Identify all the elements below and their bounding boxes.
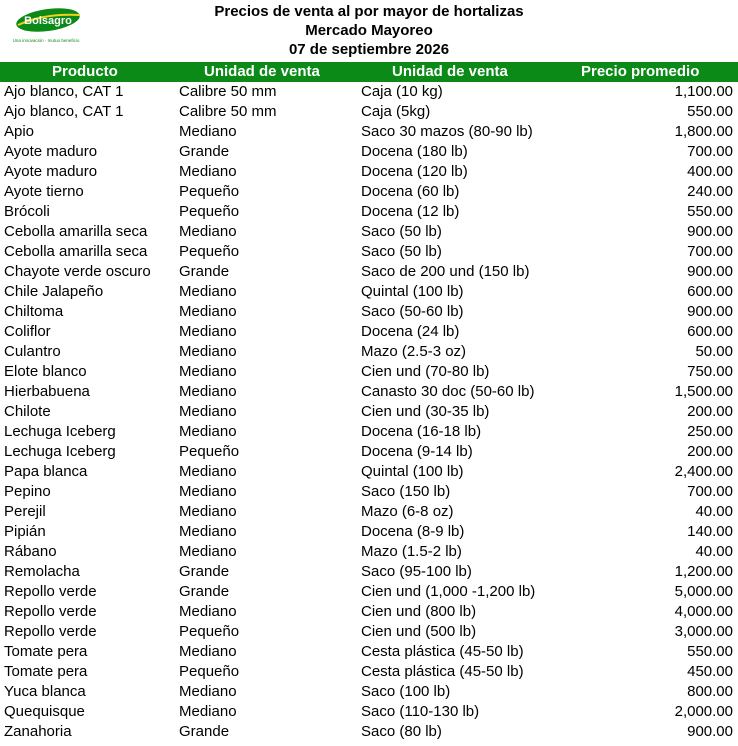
price-cell: 600.00 — [687, 323, 733, 340]
product-cell: Papa blanca — [4, 463, 88, 480]
package-cell: Mazo (1.5-2 lb) — [361, 543, 462, 560]
size-cell: Grande — [179, 263, 230, 280]
package-cell: Saco (50 lb) — [361, 243, 442, 260]
package-cell: Cien und (500 lb) — [361, 623, 477, 640]
table-row — [0, 442, 738, 462]
size-cell: Calibre 50 mm — [179, 83, 277, 100]
price-table — [0, 62, 738, 742]
size-cell: Mediano — [179, 483, 237, 500]
package-cell: Mazo (2.5-3 oz) — [361, 343, 467, 360]
table-row — [0, 502, 738, 522]
package-cell: Saco (80 lb) — [361, 723, 442, 740]
size-cell: Mediano — [179, 523, 237, 540]
price-cell: 140.00 — [687, 523, 733, 540]
price-cell: 1,100.00 — [674, 83, 733, 100]
package-cell: Quintal (100 lb) — [361, 463, 464, 480]
package-cell: Docena (16-18 lb) — [361, 423, 482, 440]
package-cell: Saco (100 lb) — [361, 683, 451, 700]
price-cell: 1,500.00 — [674, 383, 733, 400]
size-cell: Mediano — [179, 643, 237, 660]
product-cell: Lechuga Iceberg — [4, 443, 116, 460]
table-row — [0, 662, 738, 682]
column-header-unit-package: Unidad de venta — [392, 63, 508, 80]
size-cell: Mediano — [179, 123, 237, 140]
column-header-unit: Unidad de venta — [204, 63, 320, 80]
table-row — [0, 322, 738, 342]
size-cell: Mediano — [179, 423, 237, 440]
size-cell: Mediano — [179, 703, 237, 720]
package-cell: Saco (95-100 lb) — [361, 563, 472, 580]
table-row — [0, 122, 738, 142]
package-cell: Docena (9-14 lb) — [361, 443, 473, 460]
size-cell: Pequeño — [179, 243, 240, 260]
column-header-price: Precio promedio — [581, 63, 700, 80]
table-row — [0, 342, 738, 362]
table-row — [0, 262, 738, 282]
table-row — [0, 542, 738, 562]
table-row — [0, 622, 738, 642]
price-cell: 550.00 — [687, 103, 733, 120]
package-cell: Saco (50-60 lb) — [361, 303, 464, 320]
product-cell: Culantro — [4, 343, 61, 360]
price-cell: 550.00 — [687, 203, 733, 220]
product-cell: Coliflor — [4, 323, 51, 340]
package-cell: Saco 30 mazos (80-90 lb) — [361, 123, 533, 140]
table-row — [0, 142, 738, 162]
package-cell: Cien und (70-80 lb) — [361, 363, 490, 380]
package-cell: Cien und (800 lb) — [361, 603, 477, 620]
table-row — [0, 282, 738, 302]
product-cell: Hierbabuena — [4, 383, 90, 400]
size-cell: Mediano — [179, 503, 237, 520]
logo-tagline-text: Una innovación · mutuo beneficio — [12, 38, 80, 43]
table-row — [0, 482, 738, 502]
table-row — [0, 402, 738, 422]
table-row — [0, 642, 738, 662]
product-cell: Cebolla amarilla seca — [4, 223, 148, 240]
product-cell: Repollo verde — [4, 603, 97, 620]
product-cell: Apio — [4, 123, 35, 140]
price-cell: 250.00 — [687, 423, 733, 440]
size-cell: Grande — [179, 563, 230, 580]
column-header-product: Producto — [52, 63, 118, 80]
product-cell: Ayote maduro — [4, 163, 98, 180]
size-cell: Mediano — [179, 323, 237, 340]
product-cell: Quequisque — [4, 703, 85, 720]
size-cell: Grande — [179, 143, 230, 160]
table-row — [0, 242, 738, 262]
size-cell: Pequeño — [179, 663, 240, 680]
size-cell: Mediano — [179, 303, 237, 320]
price-cell: 550.00 — [687, 643, 733, 660]
price-cell: 200.00 — [687, 403, 733, 420]
table-row — [0, 362, 738, 382]
product-cell: Ajo blanco, CAT 1 — [4, 83, 124, 100]
price-cell: 900.00 — [687, 223, 733, 240]
price-cell: 450.00 — [687, 663, 733, 680]
product-cell: Pipián — [4, 523, 46, 540]
table-row — [0, 462, 738, 482]
price-cell: 900.00 — [687, 723, 733, 740]
price-cell: 1,200.00 — [674, 563, 733, 580]
package-cell: Canasto 30 doc (50-60 lb) — [361, 383, 535, 400]
price-cell: 750.00 — [687, 363, 733, 380]
table-row — [0, 582, 738, 602]
package-cell: Saco (150 lb) — [361, 483, 451, 500]
page-title: Precios de venta al por mayor de hortalizas — [214, 3, 524, 20]
table-row — [0, 702, 738, 722]
size-cell: Mediano — [179, 223, 237, 240]
size-cell: Pequeño — [179, 443, 240, 460]
price-cell: 3,000.00 — [674, 623, 733, 640]
product-cell: Chayote verde oscuro — [4, 263, 151, 280]
price-cell: 50.00 — [695, 343, 733, 360]
size-cell: Grande — [179, 583, 230, 600]
price-cell: 800.00 — [687, 683, 733, 700]
table-row — [0, 102, 738, 122]
product-cell: Lechuga Iceberg — [4, 423, 116, 440]
size-cell: Mediano — [179, 363, 237, 380]
product-cell: Chilote — [4, 403, 51, 420]
package-cell: Docena (24 lb) — [361, 323, 460, 340]
table-row — [0, 682, 738, 702]
product-cell: Cebolla amarilla seca — [4, 243, 148, 260]
price-cell: 40.00 — [695, 503, 733, 520]
product-cell: Ajo blanco, CAT 1 — [4, 103, 124, 120]
size-cell: Pequeño — [179, 183, 240, 200]
table-row — [0, 422, 738, 442]
package-cell: Docena (12 lb) — [361, 203, 460, 220]
package-cell: Docena (180 lb) — [361, 143, 468, 160]
size-cell: Calibre 50 mm — [179, 103, 277, 120]
table-row — [0, 722, 738, 742]
size-cell: Pequeño — [179, 203, 240, 220]
package-cell: Saco de 200 und (150 lb) — [361, 263, 530, 280]
price-cell: 4,000.00 — [674, 603, 733, 620]
package-cell: Mazo (6-8 oz) — [361, 503, 454, 520]
package-cell: Saco (50 lb) — [361, 223, 442, 240]
package-cell: Cesta plástica (45-50 lb) — [361, 643, 524, 660]
product-cell: Ayote tierno — [4, 183, 84, 200]
package-cell: Quintal (100 lb) — [361, 283, 464, 300]
price-cell: 700.00 — [687, 243, 733, 260]
product-cell: Pepino — [4, 483, 51, 500]
package-cell: Docena (120 lb) — [361, 163, 468, 180]
package-cell: Docena (60 lb) — [361, 183, 460, 200]
price-cell: 600.00 — [687, 283, 733, 300]
logo-brand-text: Bolsagro — [24, 15, 72, 27]
size-cell: Mediano — [179, 163, 237, 180]
table-row — [0, 562, 738, 582]
package-cell: Docena (8-9 lb) — [361, 523, 465, 540]
product-cell: Yuca blanca — [4, 683, 86, 700]
table-row — [0, 162, 738, 182]
package-cell: Caja (5kg) — [361, 103, 431, 120]
price-cell: 900.00 — [687, 303, 733, 320]
table-row — [0, 82, 738, 102]
product-cell: Repollo verde — [4, 583, 97, 600]
price-cell: 2,000.00 — [674, 703, 733, 720]
size-cell: Mediano — [179, 603, 237, 620]
product-cell: Brócoli — [4, 203, 50, 220]
package-cell: Cien und (1,000 -1,200 lb) — [361, 583, 536, 600]
size-cell: Mediano — [179, 463, 237, 480]
product-cell: Elote blanco — [4, 363, 87, 380]
product-cell: Tomate pera — [4, 663, 88, 680]
table-header — [0, 62, 738, 82]
report-date: 07 de septiembre 2026 — [288, 41, 450, 58]
package-cell: Caja (10 kg) — [361, 83, 443, 100]
page-header — [0, 2, 738, 59]
size-cell: Mediano — [179, 543, 237, 560]
table-row — [0, 602, 738, 622]
size-cell: Mediano — [179, 383, 237, 400]
table-row — [0, 302, 738, 322]
table-row — [0, 522, 738, 542]
package-cell: Cien und (30-35 lb) — [361, 403, 490, 420]
product-cell: Ayote maduro — [4, 143, 98, 160]
price-cell: 400.00 — [687, 163, 733, 180]
price-cell: 700.00 — [687, 143, 733, 160]
price-cell: 2,400.00 — [674, 463, 733, 480]
price-cell: 5,000.00 — [674, 583, 733, 600]
table-row — [0, 182, 738, 202]
product-cell: Rábano — [4, 543, 57, 560]
price-cell: 40.00 — [695, 543, 733, 560]
price-cell: 200.00 — [687, 443, 733, 460]
product-cell: Chiltoma — [4, 303, 64, 320]
price-cell: 900.00 — [687, 263, 733, 280]
product-cell: Tomate pera — [4, 643, 88, 660]
table-row — [0, 202, 738, 222]
size-cell: Mediano — [179, 343, 237, 360]
market-name: Mercado Mayoreo — [305, 22, 433, 39]
product-cell: Repollo verde — [4, 623, 97, 640]
product-cell: Zanahoria — [4, 723, 72, 740]
size-cell: Mediano — [179, 403, 237, 420]
package-cell: Saco (110-130 lb) — [361, 703, 480, 720]
price-cell: 700.00 — [687, 483, 733, 500]
size-cell: Pequeño — [179, 623, 240, 640]
product-cell: Chile Jalapeño — [4, 283, 104, 300]
price-cell: 240.00 — [687, 183, 733, 200]
product-cell: Perejil — [4, 503, 46, 520]
size-cell: Mediano — [179, 283, 237, 300]
table-body — [0, 82, 738, 742]
package-cell: Cesta plástica (45-50 lb) — [361, 663, 524, 680]
table-row — [0, 222, 738, 242]
product-cell: Remolacha — [4, 563, 80, 580]
size-cell: Grande — [179, 723, 230, 740]
size-cell: Mediano — [179, 683, 237, 700]
price-cell: 1,800.00 — [674, 123, 733, 140]
table-row — [0, 382, 738, 402]
